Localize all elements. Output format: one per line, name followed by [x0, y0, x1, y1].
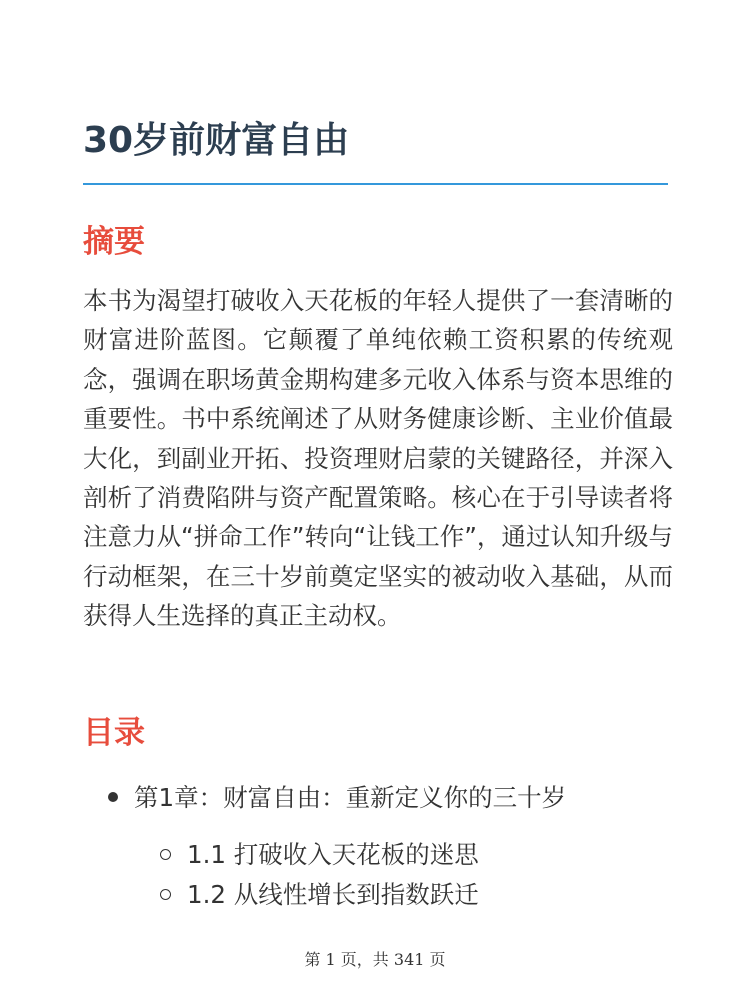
page-number-footer: 第 1 页，共 341 页 [304, 950, 446, 969]
toc-chapter-label: 第1章：财富自由：重新定义你的三十岁 [134, 783, 567, 812]
bullet-disc-icon [108, 792, 118, 802]
bullet-circle-icon [160, 849, 171, 860]
toc-section-item[interactable] [160, 833, 479, 877]
toc-chapter-item[interactable] [108, 776, 566, 820]
abstract-paragraph: 本书为渴望打破收入天花板的年轻人提供了一套清晰的财富进阶蓝图。它颠覆了单纯依赖工资积累的传统观念，强调在职场黄金期构建多元收入体系与资本思维的重要性。书中系统阐述了从财务健康诊断、主业价值最大化，到副业开拓、投资理财启蒙的关键路径，并深入剖析了消费陷阱与资产配置策略。核心在于引导读者将注意力从“拼命工作”转向“让钱工作”，通过认知升级与行动框架，在三十岁前奠定坚实的被动收入基础，从而获得人生选择的真正主动权。 [83, 286, 673, 631]
toc-section-label: 1.1 打破收入天花板的迷思 [187, 840, 479, 869]
toc-heading: 目录 [83, 715, 145, 751]
bullet-circle-icon [160, 889, 171, 900]
abstract-heading: 摘要 [83, 224, 145, 260]
document-title: 30岁前财富自由 [83, 120, 350, 161]
toc-section-item[interactable] [160, 873, 479, 917]
toc-section-label: 1.2 从线性增长到指数跃迁 [187, 880, 479, 909]
title-divider [83, 183, 668, 185]
